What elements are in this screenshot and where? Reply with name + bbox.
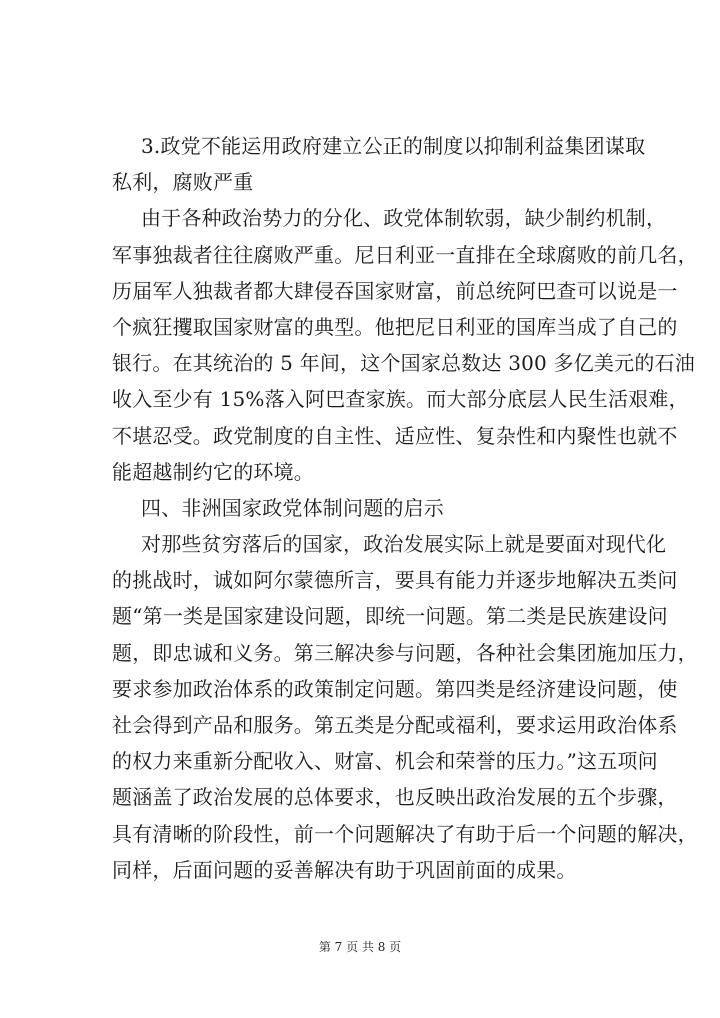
heading-3: 3.政党不能运用政府建立公正的制度以抑制利益集团谋取 [141,134,646,158]
text-line: 能超越制约它的环境。 [112,459,314,484]
text-line: 军事独裁者往往腐败严重。尼日利亚一直排在全球腐败的前几名， [112,242,698,267]
paragraph-start: 对那些贫穷落后的国家，政治发展实际上就是要面对现代化 [141,532,667,557]
section-heading: 四、非洲国家政党体制问题的启示 [141,495,444,520]
text-line: 题，即忠诚和义务。第三解决参与问题，各种社会集团施加压力， [112,640,698,665]
text-line: 的挑战时，诚如阿尔蒙德所言，要具有能力并逐步地解决五类问 [112,568,678,593]
text-line: 银行。在其统治的 5 年间，这个国家总数达 300 多亿美元的石油 [112,351,695,376]
text-line: 的权力来重新分配收入、财富、机会和荣誉的压力。”这五项问 [112,749,658,774]
text-line: 不堪忍受。政党制度的自主性、适应性、复杂性和内聚性也就不 [112,423,678,448]
text-line: 同样，后面问题的妥善解决有助于巩固前面的成果。 [112,857,577,882]
text-line: 私利，腐败严重 [112,170,254,195]
text-line: 社会得到产品和服务。第五类是分配或福利，要求运用政治体系 [112,713,678,737]
text-line: 题涵盖了政治发展的总体要求，也反映出政治发展的五个步骤， [112,785,678,810]
text-line: 具有清晰的阶段性，前一个问题解决了有助于后一个问题的解决， [112,821,698,846]
text-line: 收入至少有 15%落入阿巴查家族。而大部分底层人民生活艰难， [112,387,689,412]
paragraph-start: 由于各种政治势力的分化、政党体制软弱，缺少制约机制， [141,206,667,231]
text-line: 历届军人独裁者都大肆侵吞国家财富，前总统阿巴查可以说是一 [112,278,678,303]
text-line: 个疯狂攫取国家财富的典型。他把尼日利亚的国库当成了自己的 [112,314,678,339]
page-footer: 第 7 页 共 8 页 [318,940,402,954]
document-body [112,128,698,888]
text-line: 要求参加政治体系的政策制定问题。第四类是经济建设问题，使 [112,676,678,701]
text-line: 题“第一类是国家建设问题，即统一问题。第二类是民族建设问 [112,604,668,629]
